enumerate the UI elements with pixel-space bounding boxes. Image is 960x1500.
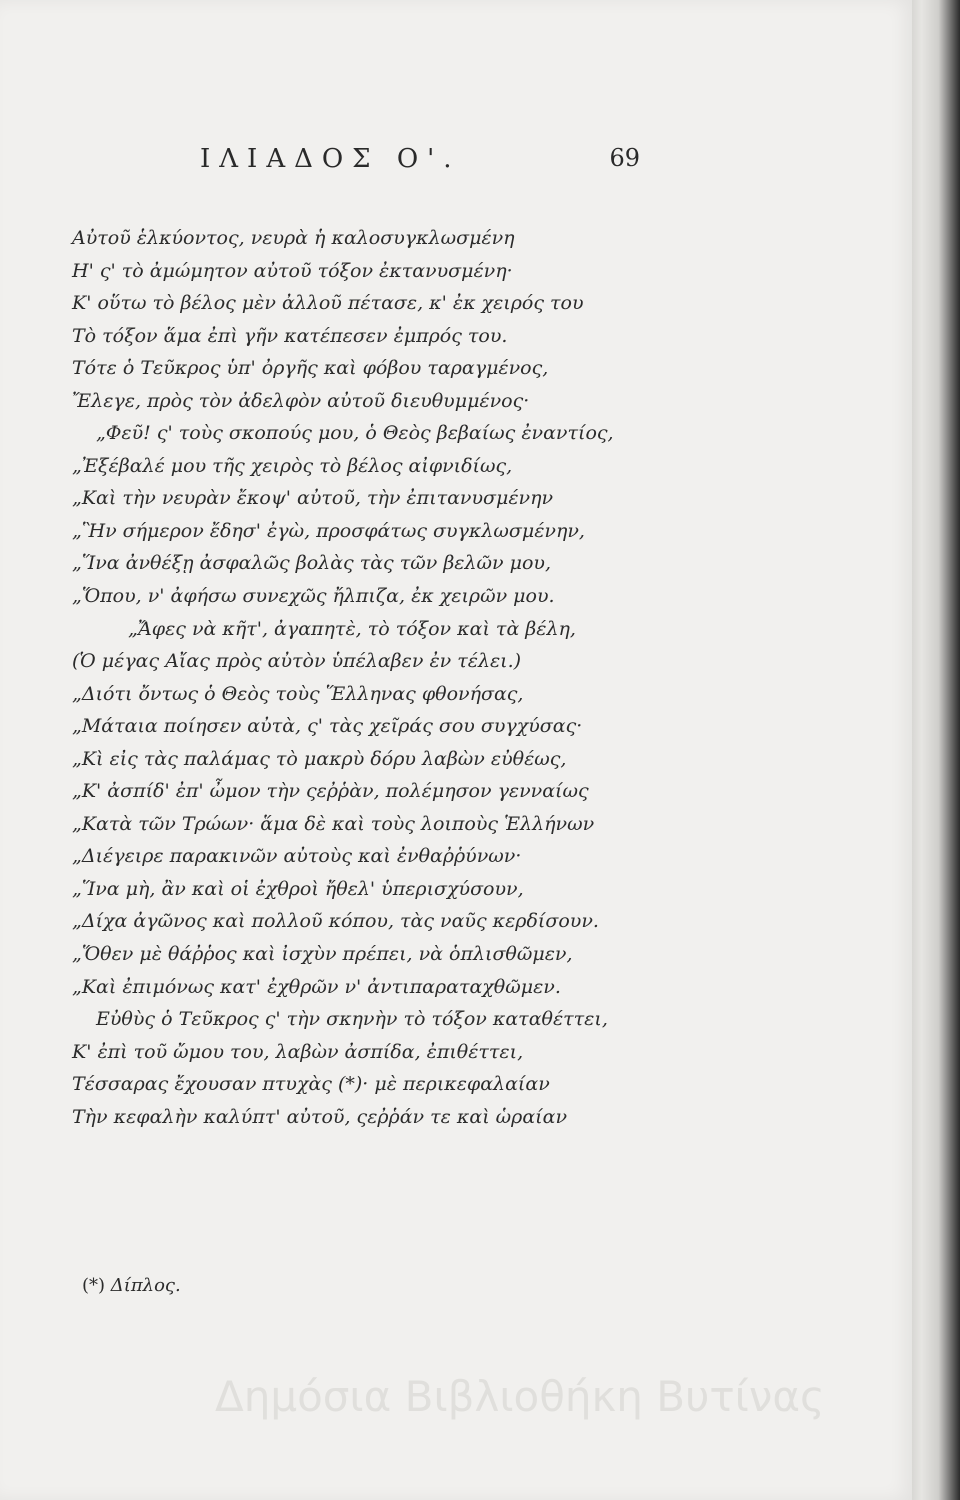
verse-line: „Διέγειρε παρακινῶν αὐτοὺς καὶ ἐνθαῤῥύνων· bbox=[72, 845, 522, 868]
verse-line: Εὐθὺς ὁ Τεῦκρος ς' τὴν σκηνὴν τὸ τόξον καταθέττει, bbox=[96, 1008, 608, 1031]
verse-line: Τὴν κεφαλὴν καλύπτ' αὐτοῦ, ςεῤῥάν τε καὶ ὡραίαν bbox=[72, 1105, 568, 1128]
verse-line: (Ὁ μέγας Αἴας πρὸς αὐτὸν ὑπέλαβεν ἐν τέλει.) bbox=[72, 650, 522, 673]
verse-line: Η' ς' τὸ ἀμώμητον αὐτοῦ τόξον ἐκτανυσμένη· bbox=[72, 259, 513, 282]
verse-line: „Ἵνα ἀνθέξῃ ἀσφαλῶς βολὰς τὰς τῶν βελῶν μου, bbox=[72, 552, 551, 575]
library-watermark: Δημόσια Βιβλιοθήκη Βυτίνας bbox=[215, 1372, 825, 1421]
footnote-text: Δίπλος. bbox=[110, 1275, 181, 1296]
verse-line: Τὸ τόξον ἅμα ἐπὶ γῆν κατέπεσεν ἐμπρός του. bbox=[72, 324, 508, 347]
verse-line: „Ἄφες νὰ κῆτ', ἀγαπητὲ, τὸ τόξον καὶ τὰ βέλη, bbox=[128, 617, 576, 640]
verse-line: Κ' ἐπὶ τοῦ ὤμου του, λαβὼν ἀσπίδα, ἐπιθέττει, bbox=[72, 1040, 524, 1063]
running-head bbox=[200, 144, 640, 180]
verse-line: Ἔλεγε, πρὸς τὸν ἀδελφὸν αὐτοῦ διευθυμμένος· bbox=[72, 389, 530, 412]
verse-line: „Ἐξέβαλέ μου τῆς χειρὸς τὸ βέλος αἰφνιδίως, bbox=[72, 454, 513, 477]
verse-line: „Καὶ ἐπιμόνως κατ' ἐχθρῶν ν' ἀντιπαραταχθῶμεν. bbox=[72, 975, 561, 998]
verse-line: „Κ' ἀσπίδ' ἐπ' ὦμον τὴν ςεῤῥὰν, πολέμησον γενναίως bbox=[72, 780, 589, 803]
verse-line: „Φεῦ! ς' τοὺς σκοπούς μου, ὁ Θεὸς βεβαίως ἐναντίος, bbox=[96, 422, 614, 445]
page-edge-shadow bbox=[912, 0, 960, 1500]
verse-line: „Καὶ τὴν νευρὰν ἔκοψ' αὐτοῦ, τὴν ἐπιτανυσμένην bbox=[72, 487, 554, 510]
verse-line: „Μάταια ποίησεν αὐτὰ, ς' τὰς χεῖράς σου συγχύσας· bbox=[72, 715, 583, 738]
footnote-marker: (*) bbox=[82, 1275, 106, 1296]
footnote bbox=[82, 1275, 181, 1296]
verse-line: Αὐτοῦ ἑλκύοντος, νευρὰ ἡ καλοσυγκλωσμένη bbox=[72, 227, 515, 249]
verse-line: Τότε ὁ Τεῦκρος ὑπ' ὀργῆς καὶ φόβου ταραγμένος, bbox=[72, 357, 549, 380]
page-number: 69 bbox=[609, 144, 640, 172]
verse-line: „Διότι ὄντως ὁ Θεὸς τοὺς Ἕλληνας φθονήσας, bbox=[72, 682, 524, 705]
verse-line: „Ὅθεν μὲ θάῤῥος καὶ ἰσχὺν πρέπει, νὰ ὁπλισθῶμεν, bbox=[72, 943, 573, 966]
running-title: ΙΛΙΑΔΟΣ Ο'. bbox=[200, 144, 461, 174]
verse-line: „Ἣν σήμερον ἔδησ' ἐγὼ, προσφάτως συγκλωσμένην, bbox=[72, 519, 585, 542]
verse-line: Τέσσαρας ἔχουσαν πτυχὰς (*)· μὲ περικεφαλαίαν bbox=[72, 1073, 550, 1096]
verse-block bbox=[72, 222, 672, 1133]
verse-line: „Ὅπου, ν' ἀφήσω συνεχῶς ἤλπιζα, ἐκ χειρῶν μου. bbox=[72, 585, 555, 608]
verse-line: „Δίχα ἀγῶνος καὶ πολλοῦ κόπου, τὰς ναῦς κερδίσουν. bbox=[72, 910, 599, 933]
verse-line: Κ' οὕτω τὸ βέλος μὲν ἀλλοῦ πέτασε, κ' ἐκ χειρός του bbox=[72, 292, 584, 315]
verse-line: „Κὶ εἰς τὰς παλάμας τὸ μακρὺ δόρυ λαβὼν εὐθέως, bbox=[72, 747, 567, 770]
verse-line: „Ἵνα μὴ, ἂν καὶ οἱ ἐχθροὶ ἤθελ' ὑπερισχύσουν, bbox=[72, 877, 524, 900]
verse-line: „Κατὰ τῶν Τρώων· ἅμα δὲ καὶ τοὺς λοιποὺς Ἑλλήνων bbox=[72, 812, 595, 835]
